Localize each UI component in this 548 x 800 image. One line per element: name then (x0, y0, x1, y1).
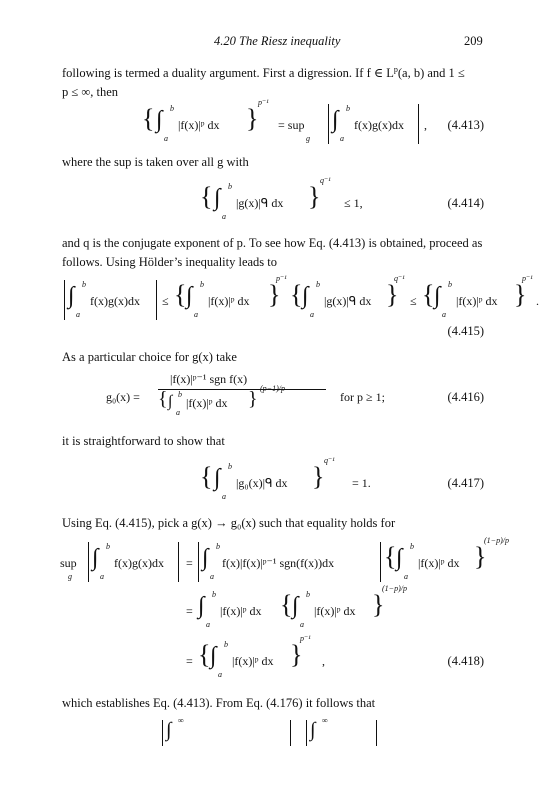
lower-limit: a (404, 572, 408, 581)
text-line: follows. Using Hölder’s inequality leads to (62, 255, 278, 269)
text-line: and q is the conjugate exponent of p. To see how Eq. (4.413) is obtained, proceed as (62, 236, 483, 250)
integrand: |g₀(x)|ᑫ dx (236, 476, 288, 490)
lower-limit: a (222, 492, 226, 501)
integrand: |f(x)|ᵖ dx (314, 604, 356, 618)
integrand: |f(x)|ᵖ dx (456, 294, 498, 308)
sup-subscript: g (68, 572, 72, 581)
section-title: 4.20 The Riesz inequality (214, 34, 341, 48)
equation-number: (4.418) (447, 654, 484, 668)
integrand: |f(x)|ᵖ dx (418, 556, 460, 570)
upper-limit: b (410, 542, 414, 551)
operator: ≤ (410, 294, 417, 308)
exponent: q⁻¹ (320, 176, 331, 185)
exponent: p⁻¹ (276, 274, 287, 283)
operator: = (186, 654, 193, 668)
exponent: p⁻¹ (258, 98, 269, 107)
upper-limit: b (306, 590, 310, 599)
integrand: |g(x)|ᑫ dx (324, 294, 372, 308)
numerator: |f(x)|ᵖ⁻¹ sgn f(x) (170, 372, 248, 386)
paragraph-choice: As a particular choice for g(x) take (62, 350, 237, 364)
punctuation: . (536, 294, 539, 308)
upper-limit: ∞ (178, 716, 184, 725)
upper-limit: b (212, 590, 216, 599)
lower-limit: a (76, 310, 80, 319)
exponent: (1−p)/p (484, 536, 509, 545)
exponent: q⁻¹ (324, 456, 335, 465)
lower-limit: a (310, 310, 314, 319)
operator: = (186, 556, 193, 570)
sup-subscript: g (306, 134, 310, 143)
sup-operator: sup (60, 556, 77, 570)
equation-4413: { ∫ b a |f(x)|ᵖ dx } p⁻¹ = sup g ∫ b a f(x)g(x)dx , (4.413) (142, 98, 484, 143)
lower-limit: a (340, 134, 344, 143)
upper-limit: b (82, 280, 86, 289)
integrand: f(x)g(x)dx (90, 294, 140, 308)
lower-limit: a (222, 212, 226, 221)
running-header (0, 34, 548, 52)
paragraph-equality: Using Eq. (4.415), pick a g(x) → g₀(x) such that equality holds for (62, 516, 396, 530)
lower-limit: a (300, 620, 304, 629)
equation-number: (4.417) (447, 476, 484, 490)
condition: for p ≥ 1; (340, 390, 385, 404)
integrand: |f(x)|ᵖ dx (232, 654, 274, 668)
upper-limit: b (448, 280, 452, 289)
integrand: f(x)g(x)dx (354, 118, 404, 132)
lower-limit: a (194, 310, 198, 319)
lower-limit: a (164, 134, 168, 143)
upper-limit: b (346, 104, 350, 113)
upper-limit: b (228, 462, 232, 471)
lhs: g₀(x) = (106, 390, 140, 404)
paragraph-straightforward: it is straightforward to show that (62, 434, 225, 448)
integrand: f(x)|f(x)|ᵖ⁻¹ sgn(f(x))dx (222, 556, 335, 570)
paragraph-establishes: which establishes Eq. (4.413). From Eq. (4.176) it follows that (62, 696, 376, 710)
upper-limit: b (228, 182, 232, 191)
equation-4417: { ∫ b a |g₀(x)|ᑫ dx } q⁻¹ = 1. (4.417) (200, 456, 484, 501)
equation-number: (4.413) (447, 118, 484, 132)
integrand: |f(x)|ᵖ dx (178, 118, 220, 132)
lower-limit: a (206, 620, 210, 629)
page-number: 209 (464, 34, 483, 48)
exponent: (1−p)/p (382, 584, 407, 593)
equation-4414: { ∫ b a |g(x)|ᑫ dx } q⁻¹ ≤ 1, (4.414) (200, 176, 484, 221)
exponent: (p−1)/p (260, 384, 285, 393)
sup-operator: = sup (278, 118, 305, 132)
upper-limit: ∞ (322, 716, 328, 725)
rhs: ≤ 1, (344, 196, 363, 210)
exponent: p⁻¹ (522, 274, 533, 283)
equation-4418: sup g ∫ b a f(x)g(x)dx = ∫ b a f(x)|f(x)|ᵖ⁻¹ sgn(f(x))dx { ∫ b a |f(x)|ᵖ dx } (1−p)/p = ∫ b a |f(x)|ᵖ dx { ∫ b a |f(x)|ᵖ dx } (1−p)/p = { ∫ b a |f(x)|ᵖ dx } p⁻¹ , (4.418) (60, 536, 509, 679)
paragraph-conjugate (62, 234, 487, 272)
superscript: p (393, 65, 398, 74)
paragraph-intro (62, 60, 487, 102)
upper-limit: b (316, 280, 320, 289)
upper-limit: b (178, 390, 182, 399)
equation-truncated: ∫ ∞ ∫ ∞ (100, 716, 400, 746)
punctuation: , (424, 118, 427, 132)
text-line: following is termed a duality argument. First a digression. If f ∈ L (62, 66, 394, 81)
lower-limit: a (442, 310, 446, 319)
upper-limit: b (216, 542, 220, 551)
lower-limit: a (100, 572, 104, 581)
exponent: p⁻¹ (300, 634, 311, 643)
text-line: (a, b) and 1 ≤ (397, 66, 465, 81)
punctuation: , (322, 654, 325, 668)
lower-limit: a (218, 670, 222, 679)
equation-4415: ∫ b a f(x)g(x)dx ≤ { ∫ b a |f(x)|ᵖ dx } p⁻¹ { ∫ b a |g(x)|ᑫ dx } q⁻¹ ≤ { ∫ b a |f(x)|ᵖ dx } p⁻¹ . (4.415) (60, 276, 490, 346)
lower-limit: a (210, 572, 214, 581)
equation-4416: g₀(x) = |f(x)|ᵖ⁻¹ sgn f(x) { ∫ b a |f(x)|ᵖ dx } (p−1)/p for p ≥ 1; (4.416) (106, 372, 484, 417)
equation-number: (4.416) (447, 390, 484, 404)
operator: ≤ (162, 294, 169, 308)
integrand: |g(x)|ᑫ dx (236, 196, 284, 210)
upper-limit: b (200, 280, 204, 289)
upper-limit: b (170, 104, 174, 113)
integrand: f(x)g(x)dx (114, 556, 164, 570)
upper-limit: b (106, 542, 110, 551)
rhs: = 1. (352, 476, 371, 490)
exponent: q⁻¹ (394, 274, 405, 283)
integrand: |f(x)|ᵖ dx (220, 604, 262, 618)
text-line: p ≤ ∞, then (62, 85, 119, 100)
lower-limit: a (176, 408, 180, 417)
equation-number: (4.414) (447, 196, 484, 210)
equation-number: (4.415) (447, 324, 484, 338)
denominator: |f(x)|ᵖ dx (186, 396, 228, 410)
operator: = (186, 604, 193, 618)
paragraph-sup: where the sup is taken over all g with (62, 155, 249, 169)
integrand: |f(x)|ᵖ dx (208, 294, 250, 308)
upper-limit: b (224, 640, 228, 649)
